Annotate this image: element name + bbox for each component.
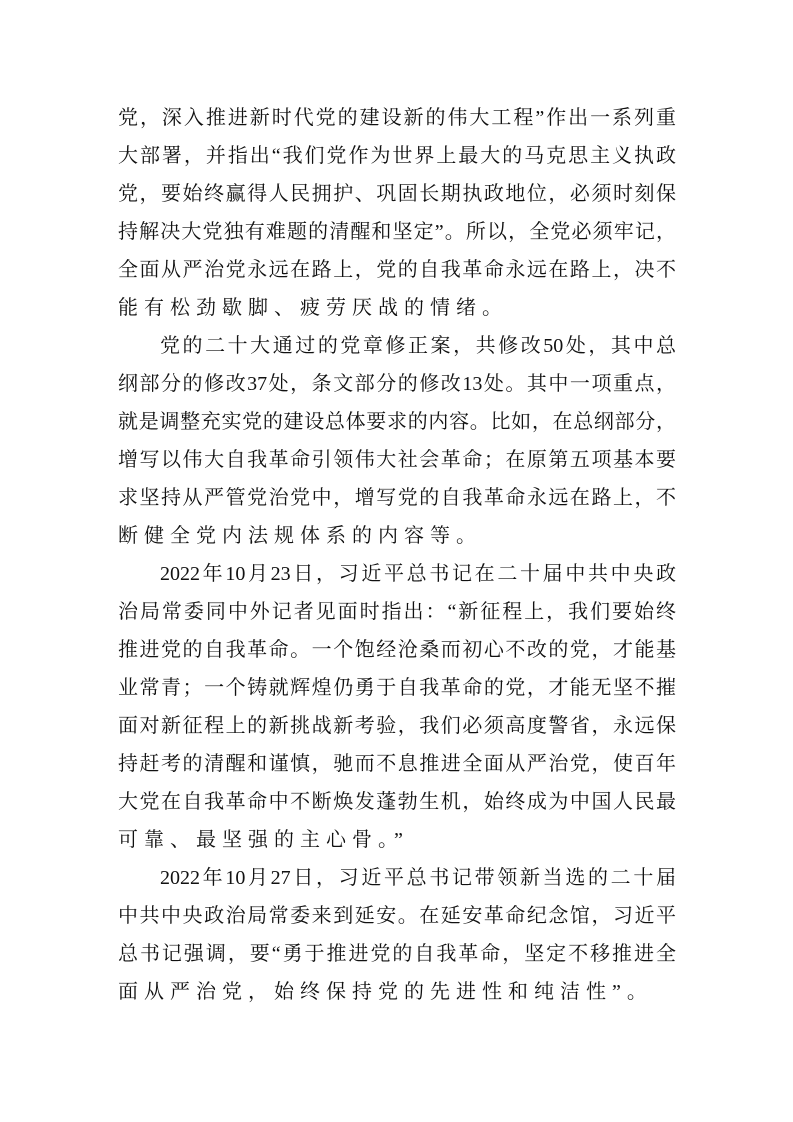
text-line: 可靠、最坚强的主心骨。” bbox=[118, 829, 409, 851]
text-line: 党，深入推进新时代党的建设新的伟大工程”作出一系列重 bbox=[118, 107, 676, 129]
text-line: 大部署，并指出“我们党作为世界上最大的马克思主义执政 bbox=[118, 145, 676, 167]
text-line: 持赶考的清醒和谨慎，驰而不息推进全面从严治党，使百年 bbox=[118, 753, 676, 775]
text-line: 治局常委同中外记者见面时指出：“新征程上，我们要始终 bbox=[118, 601, 676, 623]
paragraph bbox=[118, 859, 676, 1011]
text-line: 增写以伟大自我革命引领伟大社会革命；在原第五项基本要 bbox=[118, 449, 676, 471]
text-line: 业常青；一个铸就辉煌仍勇于自我革命的党，才能无坚不摧 bbox=[118, 677, 676, 699]
text-line: 党，要始终赢得人民拥护、巩固长期执政地位，必须时刻保 bbox=[118, 183, 676, 205]
text-line: 2022年10月23日，习近平总书记在二十届中共中央政 bbox=[160, 563, 676, 585]
text-line: 就是调整充实党的建设总体要求的内容。比如，在总纲部分， bbox=[118, 411, 676, 433]
text-line: 中共中央政治局常委来到延安。在延安革命纪念馆，习近平 bbox=[118, 905, 676, 927]
text-line: 总书记强调，要“勇于推进党的自我革命，坚定不移推进全 bbox=[118, 943, 676, 965]
text-line: 求坚持从严管党治党中，增写党的自我革命永远在路上，不 bbox=[118, 487, 676, 509]
text-line: 面对新征程上的新挑战新考验，我们必须高度警省，永远保 bbox=[118, 715, 676, 737]
text-line: 全面从严治党永远在路上，党的自我革命永远在路上，决不 bbox=[118, 259, 676, 281]
text-line: 面从严治党，始终保持党的先进性和纯洁性”。 bbox=[118, 981, 653, 1003]
paragraph bbox=[118, 327, 676, 555]
document-page bbox=[118, 99, 676, 1011]
text-line: 能有松劲歇脚、疲劳厌战的情绪。 bbox=[118, 297, 508, 319]
paragraph bbox=[118, 555, 676, 859]
text-line: 2022年10月27日，习近平总书记带领新当选的二十届 bbox=[160, 867, 676, 889]
text-line: 纲部分的修改37处，条文部分的修改13处。其中一项重点， bbox=[118, 373, 676, 395]
text-line: 推进党的自我革命。一个饱经沧桑而初心不改的党，才能基 bbox=[118, 639, 676, 661]
text-line: 党的二十大通过的党章修正案，共修改50处，其中总 bbox=[160, 335, 676, 357]
text-line: 持解决大党独有难题的清醒和坚定”。所以，全党必须牢记， bbox=[118, 221, 676, 243]
paragraph bbox=[118, 99, 676, 327]
text-line: 断健全党内法规体系的内容等。 bbox=[118, 525, 482, 547]
text-line: 大党在自我革命中不断焕发蓬勃生机，始终成为中国人民最 bbox=[118, 791, 676, 813]
